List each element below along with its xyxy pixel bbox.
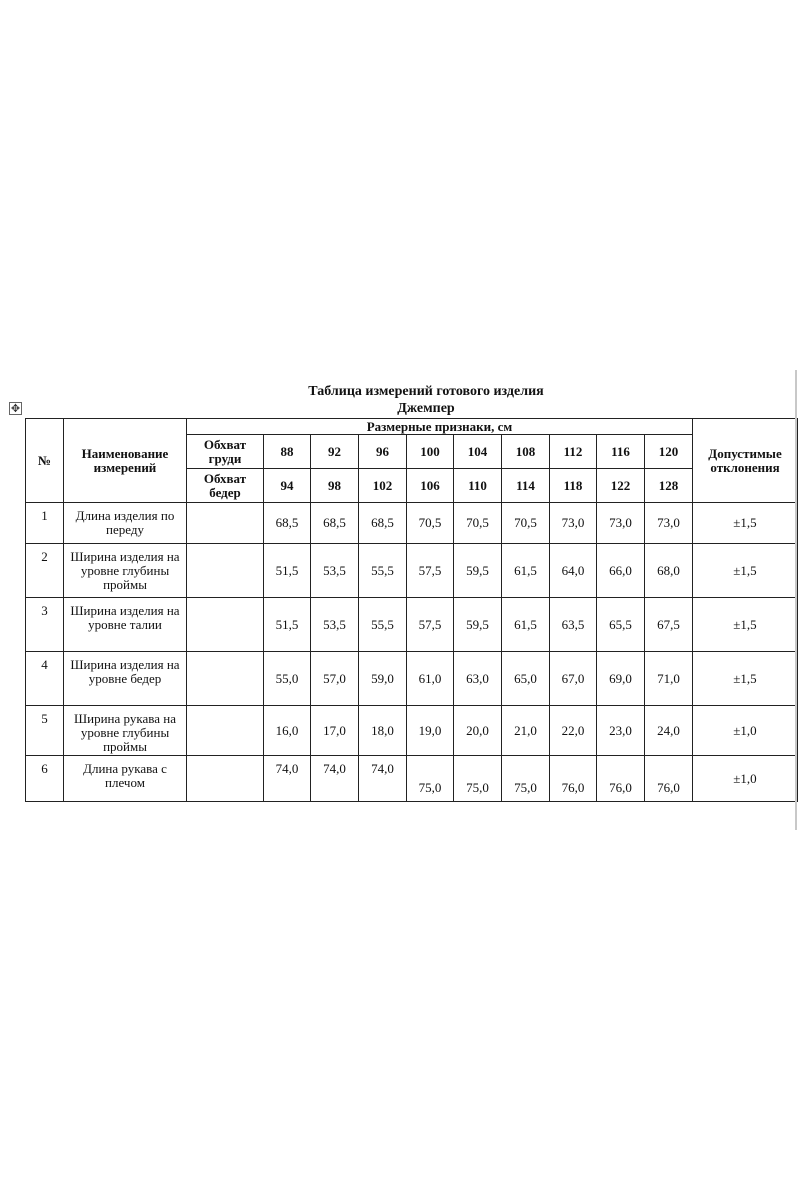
value-cell: 55,5 [359,598,407,652]
row-number: 5 [26,706,64,756]
chest-size-cell: 96 [359,435,407,469]
value-cell: 74,0 [264,756,311,802]
hip-size-cell: 118 [550,469,597,503]
value-cell: 68,5 [311,503,359,544]
row-measurement-name: Ширина изделия на уровне бедер [64,652,187,706]
header-tolerance: Допустимые отклонения [693,419,798,503]
value-cell: 63,5 [550,598,597,652]
value-cell: 76,0 [597,756,645,802]
page-edge-line [795,370,797,830]
value-cell: 68,5 [264,503,311,544]
hip-size-cell: 106 [407,469,454,503]
value-cell: 57,5 [407,544,454,598]
value-cell: 68,5 [359,503,407,544]
value-cell: 59,5 [454,544,502,598]
hip-size-cell: 102 [359,469,407,503]
value-cell: 67,5 [645,598,693,652]
value-cell: 51,5 [264,544,311,598]
empty-cell [187,706,264,756]
table-row [26,503,798,544]
value-cell: 61,5 [502,598,550,652]
value-cell: 18,0 [359,706,407,756]
chest-size-cell: 88 [264,435,311,469]
value-cell: 63,0 [454,652,502,706]
row-number: 2 [26,544,64,598]
row-number: 6 [26,756,64,802]
tolerance-cell: ±1,0 [693,756,798,802]
value-cell: 71,0 [645,652,693,706]
hip-size-cell: 122 [597,469,645,503]
header-size-group: Размерные признаки, см [187,419,693,435]
value-cell: 17,0 [311,706,359,756]
value-cell: 74,0 [311,756,359,802]
value-cell: 75,0 [502,756,550,802]
value-cell: 75,0 [454,756,502,802]
value-cell: 53,5 [311,544,359,598]
row-measurement-name: Длина рукава с плечом [64,756,187,802]
empty-cell [187,503,264,544]
row-measurement-name: Ширина изделия на уровне талии [64,598,187,652]
value-cell: 69,0 [597,652,645,706]
value-cell: 67,0 [550,652,597,706]
table-title: Таблица измерений готового изделия [308,384,544,399]
hip-size-cell: 110 [454,469,502,503]
header-name: Наименование измерений [64,419,187,503]
value-cell: 24,0 [645,706,693,756]
empty-cell [187,598,264,652]
row-number: 4 [26,652,64,706]
tolerance-cell: ±1,5 [693,598,798,652]
empty-cell [187,756,264,802]
value-cell: 19,0 [407,706,454,756]
value-cell: 55,0 [264,652,311,706]
chest-size-cell: 100 [407,435,454,469]
empty-cell [187,652,264,706]
value-cell: 74,0 [359,756,407,802]
table-row [26,544,798,598]
value-cell: 68,0 [645,544,693,598]
value-cell: 70,5 [407,503,454,544]
table-row [26,706,798,756]
value-cell: 73,0 [597,503,645,544]
move-cross-icon[interactable]: ✥ [10,402,21,415]
value-cell: 76,0 [645,756,693,802]
row-measurement-name: Ширина рукава на уровне глубины проймы [64,706,187,756]
hip-size-cell: 94 [264,469,311,503]
value-cell: 61,5 [502,544,550,598]
value-cell: 21,0 [502,706,550,756]
measurement-table [25,418,798,802]
value-cell: 73,0 [645,503,693,544]
value-cell: 75,0 [407,756,454,802]
value-cell: 51,5 [264,598,311,652]
value-cell: 59,5 [454,598,502,652]
table-subtitle: Джемпер [397,401,455,416]
chest-size-cell: 92 [311,435,359,469]
hips-label: Обхват бедер [187,469,264,503]
chest-label: Обхват груди [187,435,264,469]
value-cell: 76,0 [550,756,597,802]
value-cell: 70,5 [502,503,550,544]
table-row [26,652,798,706]
empty-cell [187,544,264,598]
value-cell: 57,0 [311,652,359,706]
tolerance-cell: ±1,5 [693,652,798,706]
row-measurement-name: Длина изделия по переду [64,503,187,544]
chest-size-cell: 108 [502,435,550,469]
hip-size-cell: 98 [311,469,359,503]
row-number: 1 [26,503,64,544]
chest-size-cell: 120 [645,435,693,469]
value-cell: 66,0 [597,544,645,598]
row-number: 3 [26,598,64,652]
value-cell: 64,0 [550,544,597,598]
value-cell: 16,0 [264,706,311,756]
tolerance-cell: ±1,0 [693,706,798,756]
tolerance-cell: ±1,5 [693,544,798,598]
tolerance-cell: ±1,5 [693,503,798,544]
header-num: № [26,419,64,503]
value-cell: 65,5 [597,598,645,652]
row-measurement-name: Ширина изделия на уровне глубины проймы [64,544,187,598]
value-cell: 20,0 [454,706,502,756]
chest-size-cell: 104 [454,435,502,469]
value-cell: 59,0 [359,652,407,706]
table-row [26,756,798,802]
value-cell: 73,0 [550,503,597,544]
value-cell: 22,0 [550,706,597,756]
value-cell: 70,5 [454,503,502,544]
value-cell: 53,5 [311,598,359,652]
value-cell: 61,0 [407,652,454,706]
value-cell: 55,5 [359,544,407,598]
chest-size-cell: 116 [597,435,645,469]
hip-size-cell: 128 [645,469,693,503]
value-cell: 23,0 [597,706,645,756]
chest-size-cell: 112 [550,435,597,469]
table-row [26,598,798,652]
value-cell: 57,5 [407,598,454,652]
value-cell: 65,0 [502,652,550,706]
hip-size-cell: 114 [502,469,550,503]
